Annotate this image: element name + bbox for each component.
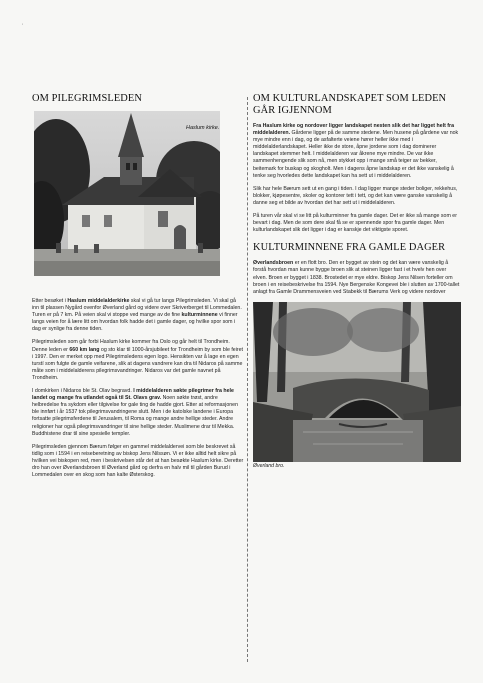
text: vi finner langs veien for å lære litt om hvordan folk hadde det i gamle dager, og hvilke spor som i dag er synlige fra denne tiden. [32, 312, 238, 333]
bold-text: Haslum middelalderkirke [67, 298, 130, 304]
bold-text: I middelalderen søkte pilegrimer fra hele landet og mange fra utlandet også til St. Olavs grav. [32, 388, 234, 402]
church-illustration [34, 111, 220, 276]
overland-bridge-photo [253, 302, 461, 462]
paragraph-baerum-today: Slik har hele Bærum sett ut en gang i tiden. I dag ligger mange steder boliger, rekkehus, blokker, kjøpesentre, skoler og kontorer tett i tett, og det kan være ganske vanskelig å danne seg et bilde av hvordan det har sett ut i middelalderen. [253, 185, 458, 206]
photo-caption: Haslum kirke. [186, 125, 220, 131]
bold-text: Øverlandsbroen [253, 260, 294, 267]
bold-text: Fra Haslum kirke og nordover ligger landskapet nesten slik det har ligget helt fra middelalderen. [253, 123, 455, 137]
heading-pilegrimsleden: OM PILEGRIMSLEDEN [32, 93, 142, 104]
paragraph-nidaros [32, 388, 244, 438]
paragraph-baerum: Pilegrimsleden gjennom Bærum følger en gammel middelaldervei som ble beskrevet så tidlig som i 1594 i en reiseberetning av biskop Jens Nilssøn. Vi er ikke alltid helt sikre på hvilken vei biskopen red, men i beskrivelsen står det at han besøkte Haslum kirke. Deretter dro han over Øverlandsbroen til Øverland gård og derfra en halv mil til gården Burud i Lommedalen over en skog som han kalte Østerskog. [32, 443, 244, 479]
text: er en flott bro. Den er bygget av stein og det kan være vanskelig å forstå hvordan man kunne bygge broen slik at steinen ligger fast i et hvelv hen over elven. Broen er bygget i 1838. Brostedet er mye eldre. Biskop Jens Nilsen forteller om broen i en reisebeskrivelse fra 1594. Nye Bergenske Kongevei ble i slutten av 1700-tallet anlagt fra Gamle Drammensveien ved Stabekk til Bærums Verk og videre nordover [253, 260, 460, 295]
paragraph-trip: På turen vår skal vi se litt på kulturminner fra gamle dager. Det er ikke så mange som er bevart i dag. Men de som dere skal få se er spennende spor fra gamle dager. Men kulturlandskapet slik det ligger i dag er kanskje det viktigste sporet. [253, 213, 457, 234]
bold-text: kulturminnene [181, 312, 218, 319]
haslum-church-photo [34, 111, 220, 276]
paragraph-intro [32, 298, 244, 333]
text: og sto klar til 1000-årsjubileet for Trondheim by som ble feiret i 1997. Den er merket opp med Pilegrimsledens egen logo. Hensikten var å lage en egen turstí som fulgte de gamle veifarene, slik at dagens vandrere kan dra til Nidaros på samme måte som i middelalderens pilegrimsvandringer. Nidaros var det gamle navnet på Trondheim. [32, 346, 244, 381]
text: Gårdene ligger på de samme stedene. Men husene på gårdene var nok mye mindre enn i dag, og de asfalterte veiene hører heller ikke med i middelalderlandskapet. Heller ikke de store, åpne jordene som i dag dominerer landskapet stemmer helt. I middelalderen var åkrene mye mindre. De var ikke sammenhengende slik som nå, men stykket opp i mange små teiger av bekker, beitemark for buskap og skogholt. Men i dagens åpne landskap er det ikke vanskelig å tenke seg hvorledes dette landskapet kan ha sett ut i middelalderen. [253, 130, 459, 179]
right-column [253, 93, 461, 469]
text: Noen søkte trøst, andre helbredelse fra sykdom eller tilgivelse for gale ting de hadde gjort. Etter at reformasjonen ble innført i år 1537 tok pilegrimsvandringene slutt. Men i de katolske landene i Europa fortsatte pilegrimsferdene til Jerusalem, til Roma og mange andre hellige steder. Andre religioner har også pilegrimsvandringer til sine hellige steder. Muslimene drar til Mekka. Buddhistene drar til sine spesielle templer. [32, 395, 239, 437]
heading-kulturlandskapet: OM KULTURLANDSKAPET SOM LEDEN GÅR IGJENNOM [253, 93, 447, 116]
text: Pilegrimsleden som går forbi Haslum kirke kommer fra Oslo og går helt til Trondheim. Denne leden er [32, 339, 230, 353]
heading-kulturminnene: KULTURMINNENE FRA GAMLE DAGER [253, 242, 446, 254]
text: skal vi gå tur langs Pilegrimsleden. Vi skal gå inn til plassen Nygård ovenfor Øverland gård og videre over Skriverberget til Lommedalen. Turen er på 7 km. På veien skal vi stoppe ved mange av de fine [32, 298, 242, 319]
column-divider [247, 97, 248, 662]
bridge-caption: Øverland bro. [253, 462, 285, 469]
bridge-illustration [253, 302, 461, 462]
text: I domkirken i Nidaros ble St. Olav begravd. [32, 388, 134, 395]
left-column [32, 93, 244, 485]
scan-mark: ' [22, 24, 24, 30]
paragraph-route [32, 339, 244, 382]
paragraph-bridge [253, 260, 461, 295]
paragraph-landscape [253, 123, 461, 180]
bold-text: 660 km lang [69, 346, 100, 353]
text: Etter besøket i [32, 298, 68, 304]
